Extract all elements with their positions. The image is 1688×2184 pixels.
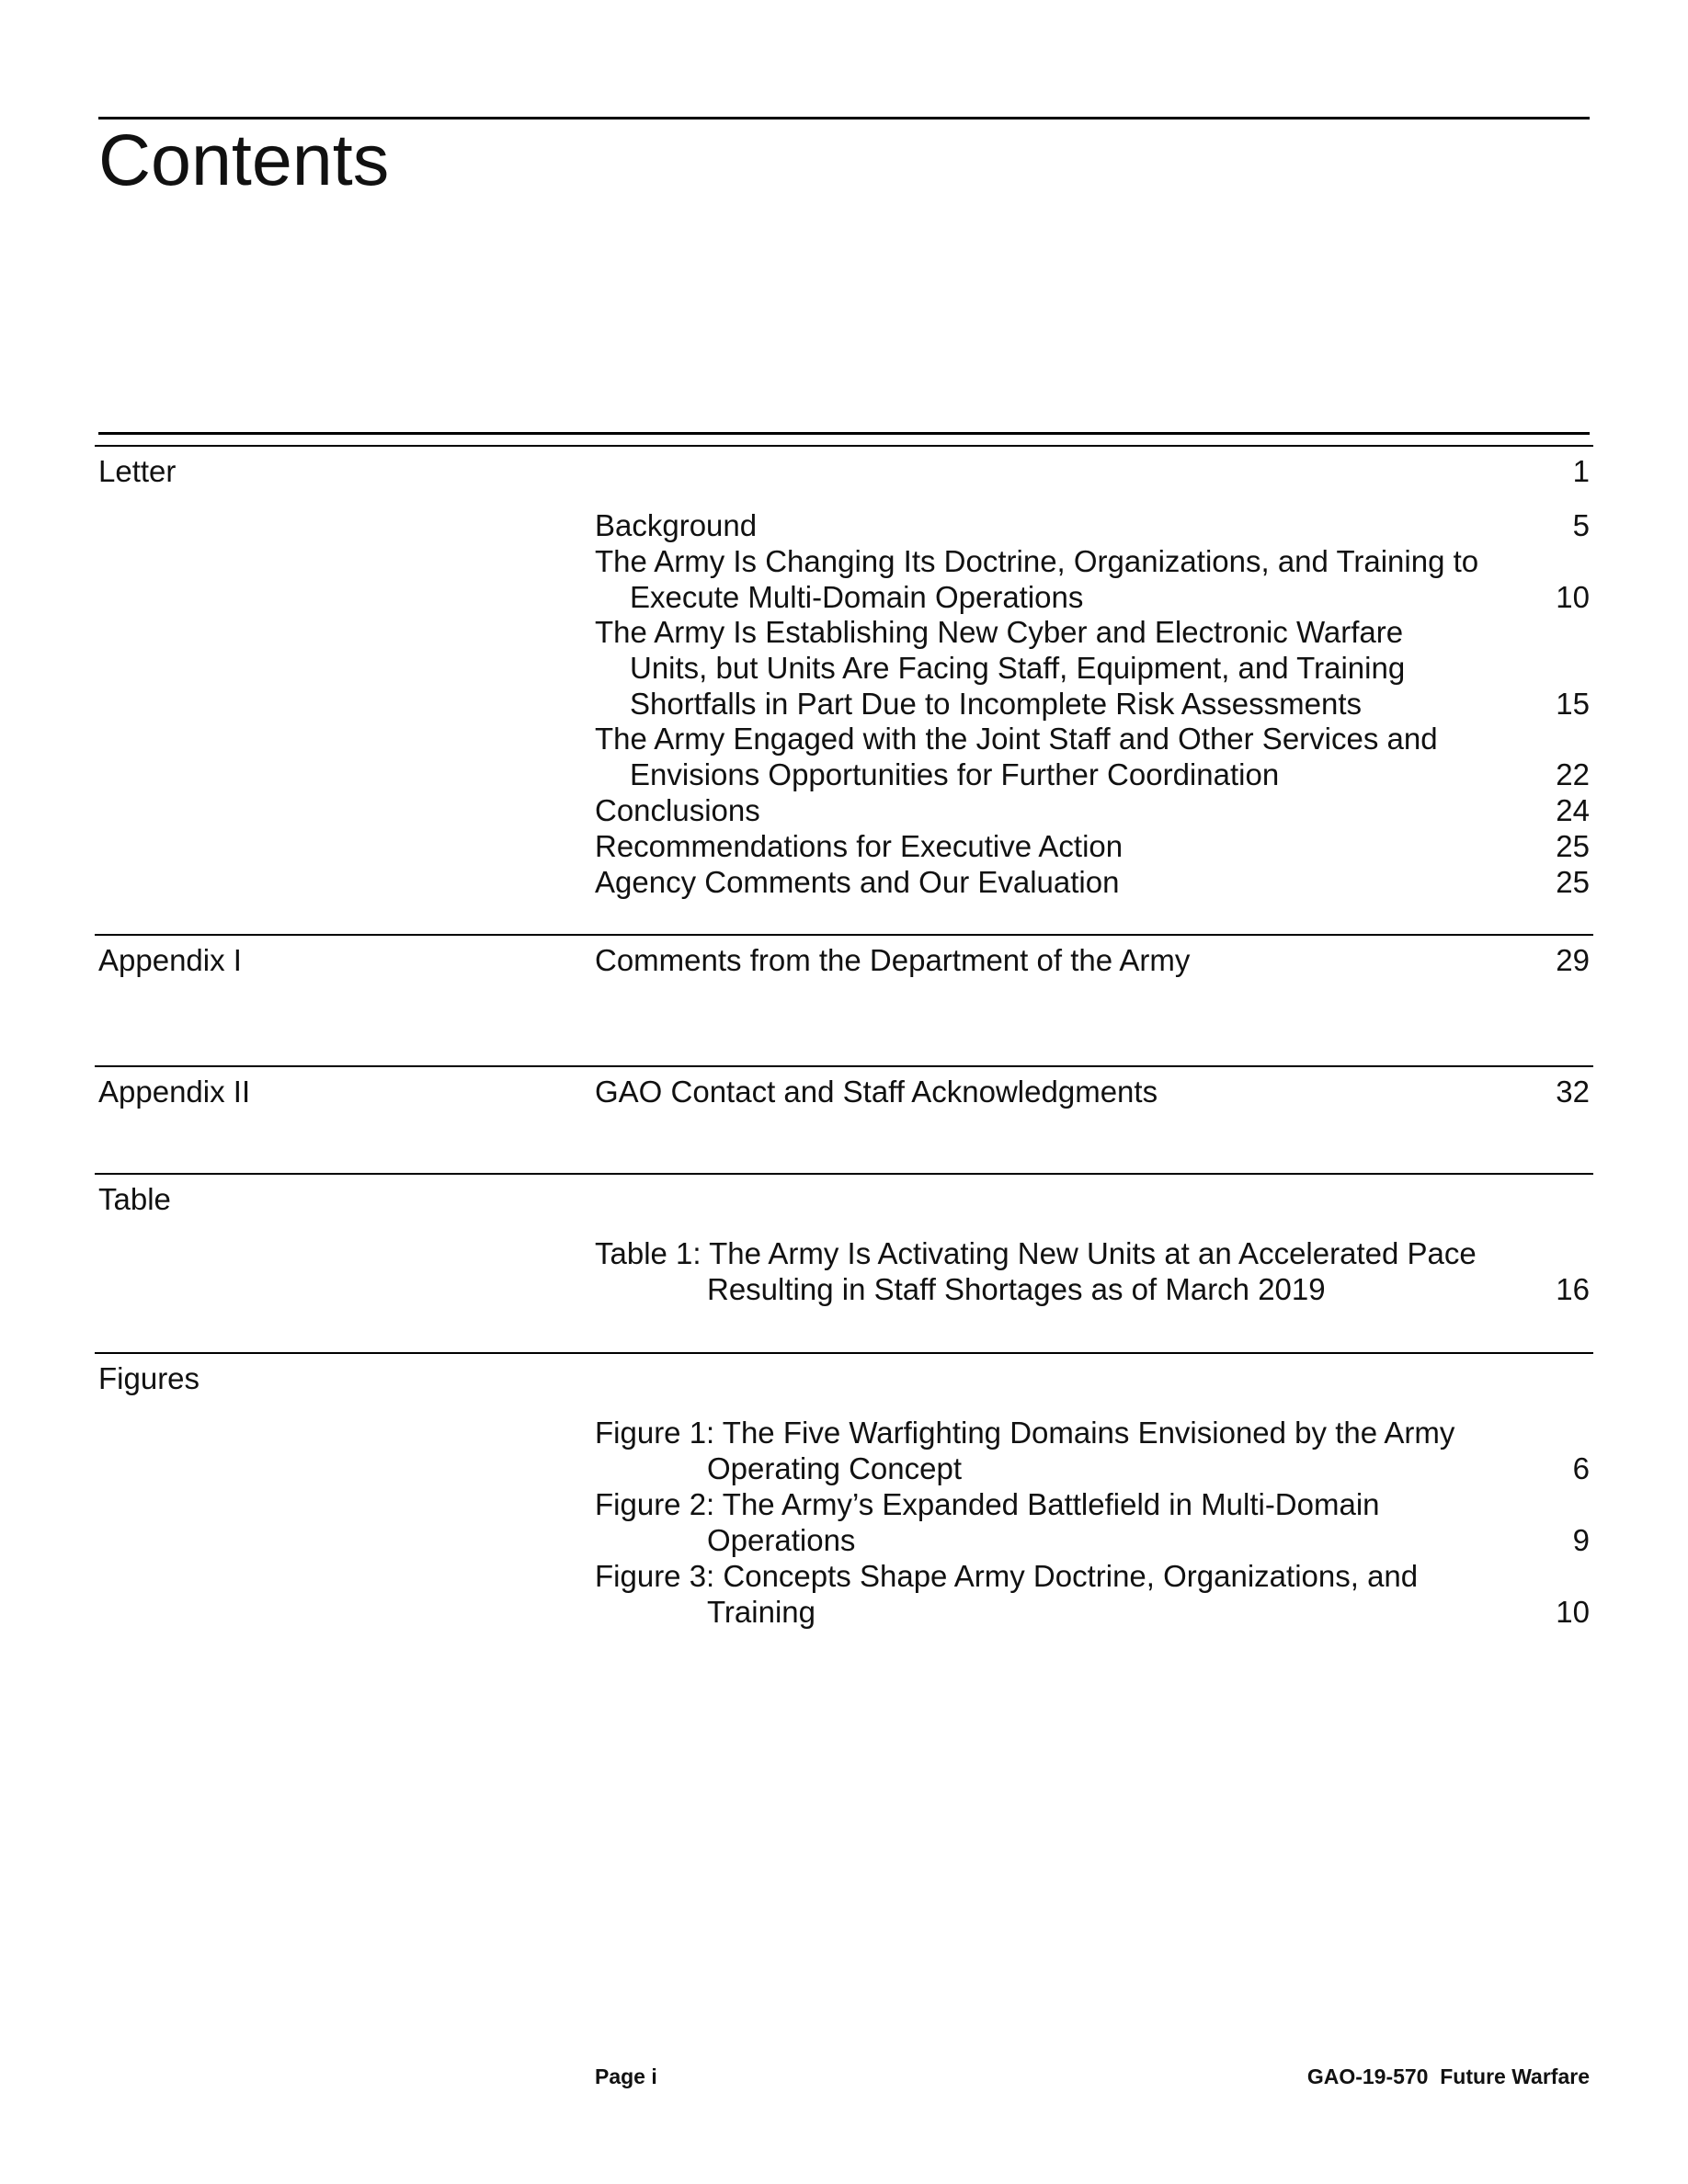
figure-entry-2[interactable] — [595, 1486, 1590, 1558]
entry-text: Figure 1: The Five Warfighting Domains Envisioned by the Army — [595, 1416, 1455, 1450]
letter-entry-agency-comments[interactable] — [595, 864, 1590, 900]
entry-text: Execute Multi-Domain Operations — [630, 580, 1084, 614]
entry-text: Recommendations for Executive Action — [595, 829, 1123, 863]
entry-text: The Army Is Establishing New Cyber and Electronic Warfare — [595, 615, 1404, 649]
entry-page: 5 — [1572, 508, 1590, 542]
table-section-label: Table — [98, 1182, 171, 1216]
figure-entry-3[interactable] — [595, 1558, 1590, 1630]
entry-text: Figure 3: Concepts Shape Army Doctrine, Organizations, and — [595, 1559, 1419, 1593]
entry-text: Table 1: The Army Is Activating New Units at an Accelerated Pace — [595, 1236, 1477, 1270]
entry-page: 15 — [1556, 687, 1590, 721]
entry-page: 22 — [1556, 757, 1590, 791]
appendix-1-label: Appendix I — [98, 943, 242, 977]
appendix-2-entry[interactable] — [595, 1074, 1590, 1109]
entry-text: Operating Concept — [707, 1451, 963, 1485]
figures-section-label: Figures — [98, 1361, 200, 1395]
entry-page: 29 — [1556, 943, 1590, 977]
entry-text: Conclusions — [595, 793, 760, 827]
section-double-rule-bottom — [95, 445, 1593, 447]
entry-page: 6 — [1572, 1451, 1590, 1485]
letter-entry-recommendations[interactable] — [595, 828, 1590, 864]
entry-text: Envisions Opportunities for Further Coordination — [630, 757, 1280, 791]
entry-text: Comments from the Department of the Army — [595, 943, 1191, 977]
section-double-rule-top — [98, 432, 1590, 435]
entry-text: Shortfalls in Part Due to Incomplete Risk Assessments — [630, 687, 1362, 721]
divider-table — [95, 1173, 1593, 1175]
divider-appendix-2 — [95, 1065, 1593, 1067]
entry-text: The Army Is Changing Its Doctrine, Organizations, and Training to — [595, 544, 1479, 578]
letter-entry-joint-staff[interactable] — [595, 721, 1590, 792]
entry-page: 25 — [1556, 829, 1590, 863]
appendix-1-entry[interactable] — [595, 942, 1590, 978]
letter-entry-conclusions[interactable] — [595, 792, 1590, 828]
letter-label: Letter — [98, 454, 177, 488]
letter-entry-cyber-units[interactable] — [595, 614, 1590, 722]
entry-text: Operations — [707, 1523, 856, 1557]
entry-page: 16 — [1556, 1272, 1590, 1306]
table-entry-1[interactable] — [595, 1235, 1590, 1307]
figure-entry-1[interactable] — [595, 1415, 1590, 1486]
entry-text: Background — [595, 508, 758, 542]
entry-text: Units, but Units Are Facing Staff, Equipment, and Training — [630, 651, 1406, 685]
divider-figures — [95, 1352, 1593, 1354]
entry-text: Training — [707, 1595, 815, 1629]
letter-page: 1 — [1572, 454, 1590, 488]
letter-entry-doctrine[interactable] — [595, 543, 1590, 615]
appendix-2-label: Appendix II — [98, 1075, 251, 1109]
entry-page: 24 — [1556, 793, 1590, 827]
entry-page: 10 — [1556, 1595, 1590, 1629]
entry-text: Resulting in Staff Shortages as of March 2019 — [707, 1272, 1326, 1306]
entry-text: Agency Comments and Our Evaluation — [595, 865, 1120, 899]
entry-text: Figure 2: The Army’s Expanded Battlefield in Multi-Domain — [595, 1487, 1380, 1521]
page-title: Contents — [98, 119, 390, 200]
entry-text: The Army Engaged with the Joint Staff and Other Services and — [595, 722, 1438, 756]
entry-page: 9 — [1572, 1523, 1590, 1557]
footer-report-id: GAO-19-570 Future Warfare — [1306, 2065, 1590, 2088]
footer-page-number: Page i — [595, 2065, 657, 2088]
entry-text: GAO Contact and Staff Acknowledgments — [595, 1075, 1158, 1109]
entry-page: 32 — [1556, 1075, 1590, 1109]
divider-appendix-1 — [95, 934, 1593, 936]
letter-entry-background[interactable] — [595, 507, 1590, 543]
entry-page: 10 — [1556, 580, 1590, 614]
entry-page: 25 — [1556, 865, 1590, 899]
